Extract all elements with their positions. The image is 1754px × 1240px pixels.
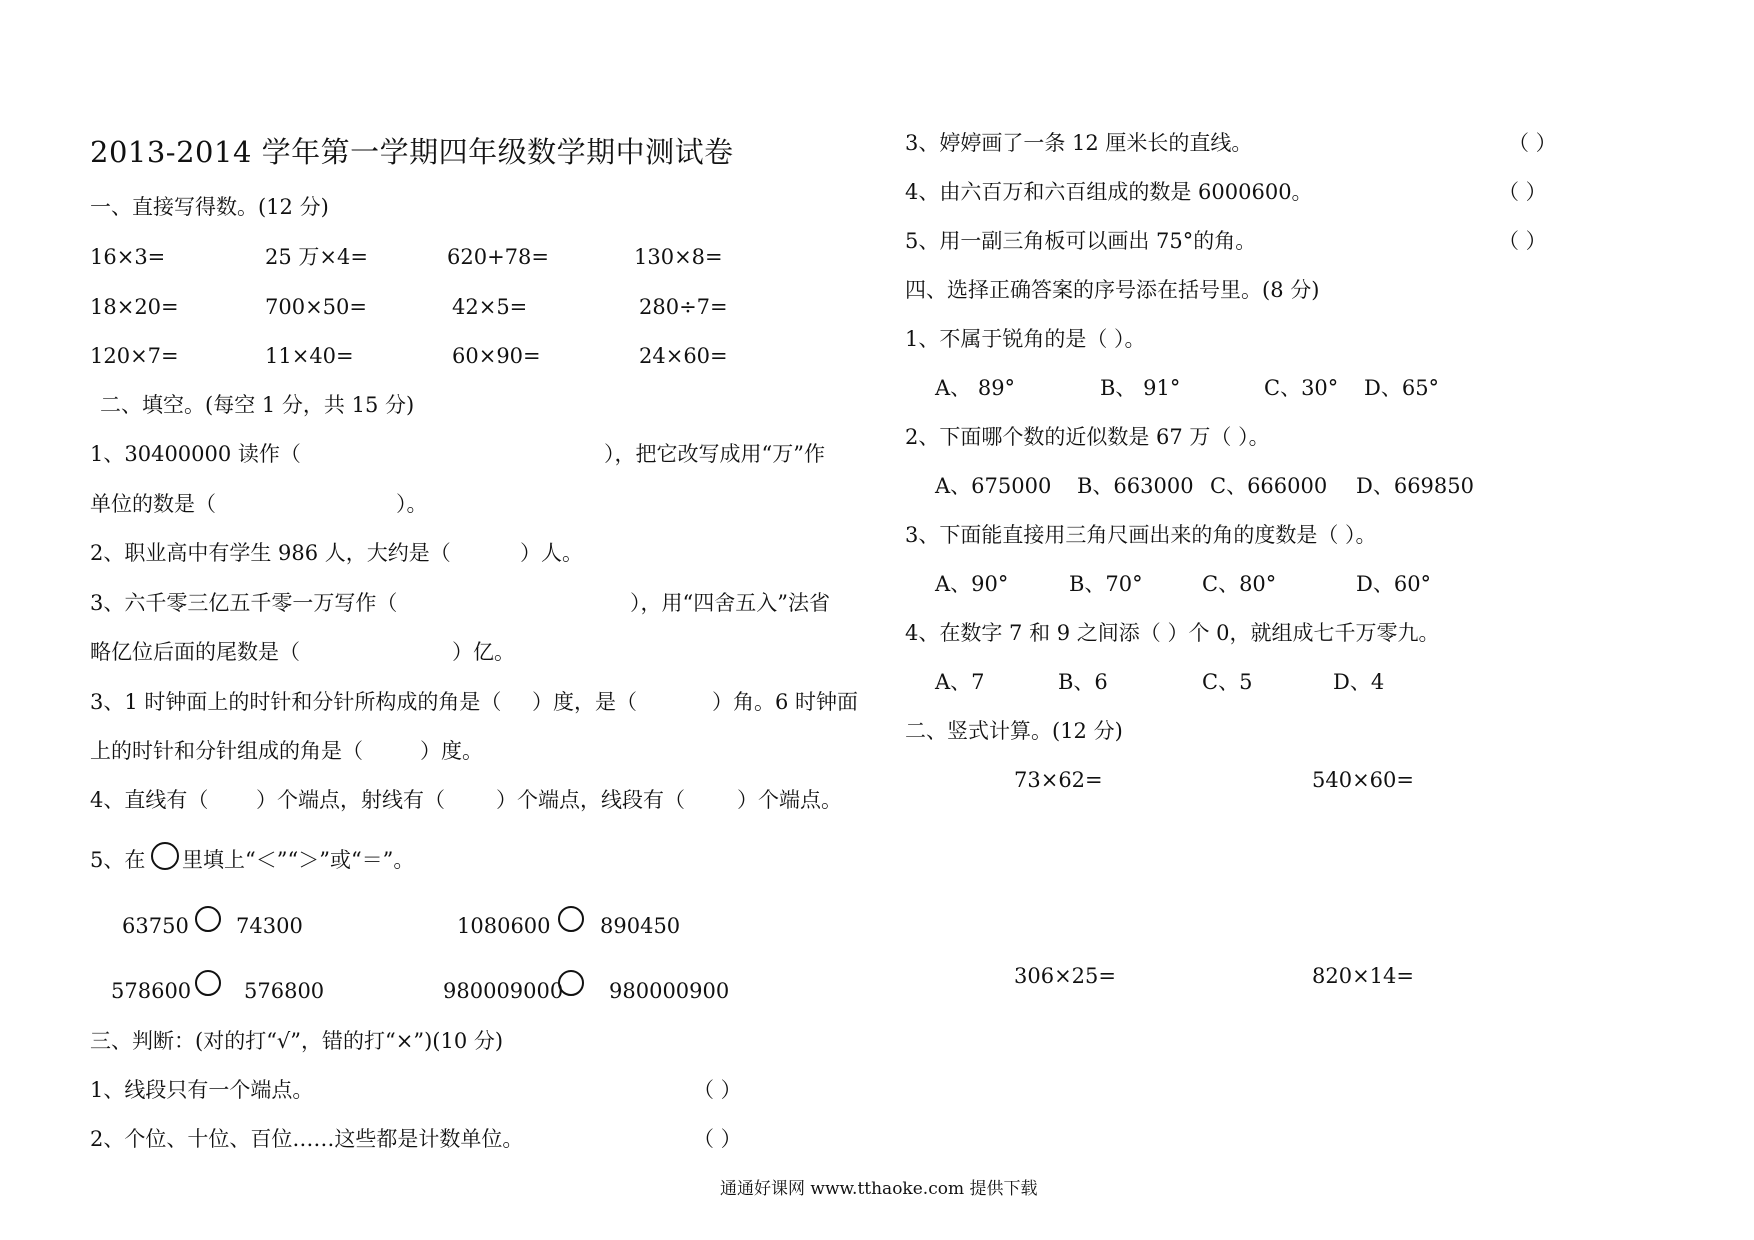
section4-heading: 四、选择正确答案的序号添在括号里。(8 分) — [905, 278, 1320, 302]
page-title: 2013-2014 学年第一学期四年级数学期中测试卷 — [90, 135, 734, 169]
judge-item: 5、用一副三角板可以画出 75°的角。 — [905, 229, 1257, 253]
compare-circle-icon[interactable] — [558, 906, 584, 932]
fill-q5-a: 5、在 — [90, 848, 146, 872]
judge-bracket[interactable]: （ ） — [1508, 131, 1557, 155]
calc-item: 16×3= — [90, 245, 166, 269]
fill-q3a-start: 3、六千零三亿五千零一万写作（ — [90, 591, 398, 615]
choice-option[interactable]: B、663000 — [1077, 474, 1194, 498]
calc-item: 60×90= — [452, 344, 541, 368]
fill-q3c-a: 3、1 时钟面上的时针和分针所构成的角是（ — [90, 690, 502, 714]
calc-item: 700×50= — [265, 295, 367, 319]
footer-credit: 通通好课网 www.tthaoke.com 提供下载 — [720, 1179, 1038, 1199]
fill-q4-b: ）个端点，射线有（ — [256, 788, 445, 812]
judge-item: 3、婷婷画了一条 12 厘米长的直线。 — [905, 131, 1253, 155]
fill-q3a-end: ），用“四舍五入”法省 — [630, 591, 830, 615]
judge-bracket[interactable]: （ ） — [693, 1078, 742, 1102]
judge-item: 1、线段只有一个端点。 — [90, 1078, 314, 1102]
compare-circle-icon[interactable] — [195, 970, 221, 996]
compare-right: 576800 — [244, 979, 325, 1003]
judge-item: 4、由六百万和六百组成的数是 6000600。 — [905, 180, 1313, 204]
fill-q1a-start: 1、30400000 读作（ — [90, 442, 301, 466]
fill-q4-d: ）个端点。 — [737, 788, 842, 812]
choice-option[interactable]: D、65° — [1364, 376, 1440, 400]
fill-q5-b: 里填上“＜”“＞”或“＝”。 — [182, 848, 415, 872]
choice-question: 4、在数字 7 和 9 之间添（ ）个 0，就组成七千万零九。 — [905, 621, 1440, 645]
section2-heading: 二、填空。(每空 1 分，共 15 分) — [100, 393, 415, 417]
calc-item: 42×5= — [452, 295, 528, 319]
fill-q3b-start: 略亿位后面的尾数是（ — [90, 640, 300, 664]
calc-item: 24×60= — [639, 344, 728, 368]
fill-q3c-b: ）度，是（ — [532, 690, 637, 714]
choice-option[interactable]: C、666000 — [1210, 474, 1328, 498]
calc-item: 25 万×4= — [265, 245, 368, 269]
choice-question: 2、下面哪个数的近似数是 67 万（ ）。 — [905, 425, 1270, 449]
compare-circle-icon[interactable] — [558, 970, 584, 996]
section5-heading: 二、竖式计算。(12 分) — [905, 719, 1123, 743]
fill-q3d-a: 上的时针和分针组成的角是（ — [90, 739, 363, 763]
fill-q4-a: 4、直线有（ — [90, 788, 209, 812]
fill-q2-end: ）人。 — [520, 541, 583, 565]
choice-question: 3、下面能直接用三角尺画出来的角的度数是（ ）。 — [905, 523, 1377, 547]
choice-option[interactable]: A、 89° — [935, 376, 1016, 400]
choice-option[interactable]: D、4 — [1333, 670, 1385, 694]
choice-option[interactable]: A、90° — [935, 572, 1009, 596]
choice-option[interactable]: C、80° — [1202, 572, 1277, 596]
compare-right: 980000900 — [609, 979, 730, 1003]
choice-option[interactable]: A、675000 — [935, 474, 1052, 498]
vertical-calc-item: 820×14= — [1312, 964, 1414, 988]
compare-left: 578600 — [111, 979, 192, 1003]
choice-option[interactable]: D、60° — [1356, 572, 1432, 596]
compare-left: 980009000 — [443, 979, 564, 1003]
compare-circle-icon[interactable] — [195, 906, 221, 932]
vertical-calc-item: 540×60= — [1312, 768, 1414, 792]
fill-q1b-start: 单位的数是（ — [90, 492, 216, 516]
compare-left: 1080600 — [457, 914, 551, 938]
choice-option[interactable]: B、 91° — [1100, 376, 1181, 400]
judge-bracket[interactable]: （ ） — [693, 1127, 742, 1151]
compare-right: 890450 — [600, 914, 681, 938]
calc-item: 130×8= — [634, 245, 723, 269]
calc-item: 11×40= — [265, 344, 354, 368]
judge-bracket[interactable]: （ ） — [1498, 180, 1547, 204]
choice-option[interactable]: C、30° — [1264, 376, 1339, 400]
compare-right: 74300 — [236, 914, 303, 938]
fill-q3c-c: ）角。6 时钟面 — [712, 690, 859, 714]
choice-question: 1、不属于锐角的是（ ）。 — [905, 327, 1146, 351]
fill-q1b-end: ）。 — [396, 492, 428, 516]
judge-bracket[interactable]: （ ） — [1498, 229, 1547, 253]
calc-item: 620+78= — [447, 245, 549, 269]
compare-circle-icon — [151, 842, 179, 870]
choice-option[interactable]: C、5 — [1202, 670, 1253, 694]
fill-q3b-end: ）亿。 — [452, 640, 515, 664]
vertical-calc-item: 73×62= — [1014, 768, 1103, 792]
vertical-calc-item: 306×25= — [1014, 964, 1116, 988]
choice-option[interactable]: B、70° — [1069, 572, 1143, 596]
judge-item: 2、个位、十位、百位……这些都是计数单位。 — [90, 1127, 524, 1151]
compare-left: 63750 — [122, 914, 189, 938]
section3-heading: 三、判断：(对的打“√”，错的打“×”)(10 分) — [90, 1029, 504, 1053]
choice-option[interactable]: B、6 — [1058, 670, 1108, 694]
calc-item: 280÷7= — [639, 295, 728, 319]
fill-q3d-b: ）度。 — [420, 739, 483, 763]
calc-item: 120×7= — [90, 344, 179, 368]
fill-q2-start: 2、职业高中有学生 986 人，大约是（ — [90, 541, 451, 565]
choice-option[interactable]: A、7 — [935, 670, 985, 694]
fill-q1a-end: ），把它改写成用“万”作 — [604, 442, 825, 466]
calc-item: 18×20= — [90, 295, 179, 319]
section1-heading: 一、直接写得数。(12 分) — [90, 195, 329, 219]
choice-option[interactable]: D、669850 — [1356, 474, 1475, 498]
fill-q4-c: ）个端点，线段有（ — [496, 788, 685, 812]
